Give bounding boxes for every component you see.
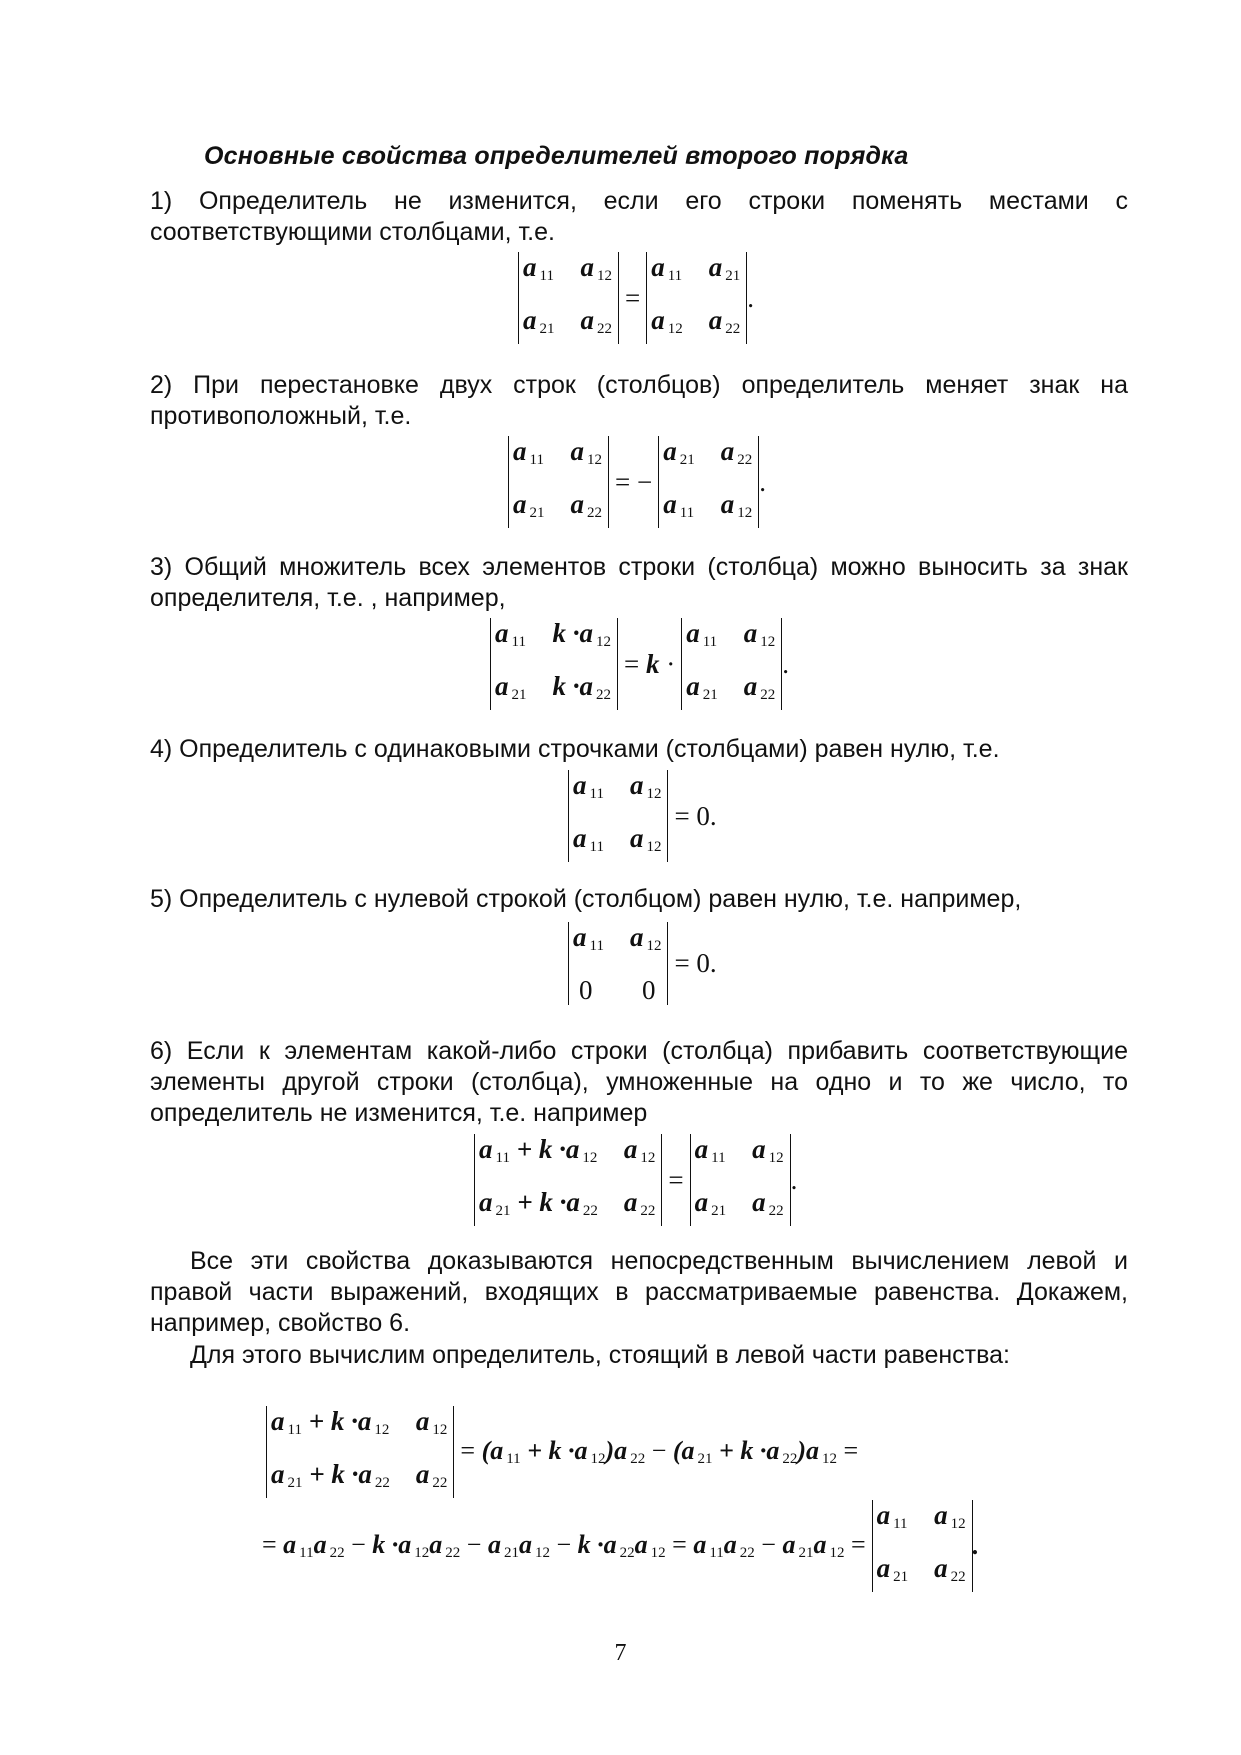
section-heading: Основные свойства определителей второго порядка [204, 142, 909, 170]
period: . [747, 282, 754, 313]
proof-line-2 [262, 1500, 979, 1592]
period: . [790, 1164, 798, 1195]
proof-intro-paragraph: Для этого вычислим определитель, стоящий в левой части равенства: [190, 1341, 1010, 1369]
page-number: 7 [614, 1640, 627, 1666]
property-2-text: 2) При перестановке двух строк (столбцов) определитель меняет знак на противоположный, т.е. [150, 371, 1128, 430]
determinant: a 11 a 12 a 21 a 22 [681, 618, 782, 710]
property-3-equation [490, 618, 789, 710]
determinant: a 11 a 12 a 21 a 22 [872, 1500, 973, 1592]
property-1-equation [518, 252, 754, 344]
determinant-swapped: a 21 a 22 a 11 a 12 [658, 436, 759, 528]
property-2-equation [508, 436, 766, 528]
determinant-combined-column: a 11 + k ·a 12 a 12 a 21 + k ·a 22 a 22 [474, 1134, 662, 1226]
property-6-equation [474, 1134, 797, 1226]
property-1-text: 1) Определитель не изменится, если его строки поменять местами с соответствующими столбцами, т.е. [150, 187, 1128, 246]
determinant-transposed: a 11 a 21 a 12 a 22 [646, 252, 747, 344]
period: . [759, 466, 766, 497]
property-6-text: 6) Если к элементам какой-либо строки (столбца) прибавить соответствующие элементы другой строки (столбца), умноженные на одно и то же число, то определитель не изменится, т.е. например [150, 1037, 1128, 1127]
determinant: a 11 a 12 a 21 a 22 [518, 252, 619, 344]
conclusion-paragraph: Все эти свойства доказываются непосредственным вычислением левой и правой части выражений, входящих в рассматриваемые равенства. Докажем, например, свойство 6. [150, 1247, 1128, 1337]
period: . [782, 648, 789, 679]
determinant-with-factor: a 11 k ·a 12 a 21 k ·a 22 [490, 618, 618, 710]
property-3-text: 3) Общий множитель всех элементов строки (столбца) можно выносить за знак определителя, т.е. , например, [150, 553, 1128, 612]
equals-zero: = 0. [674, 800, 717, 831]
determinant-equal-rows: a 11 a 12 a 11 a 12 [568, 770, 668, 862]
property-5-text: 5) Определитель с нулевой строкой (столбцом) равен нулю, т.е. например, [150, 885, 1022, 913]
determinant-combined-column: a 11 + k ·a 12 a 12 a 21 + k ·a 22 a 22 [266, 1406, 454, 1498]
expansion-2: = a 11a 22 − k ·a 12a 22 − a 21a 12 − k ·a 22a 12 = a 11a 22 − a 21a 12 = [262, 1530, 866, 1561]
property-4-text: 4) Определитель с одинаковыми строчками (столбцами) равен нулю, т.е. [150, 735, 1000, 763]
proof-line-1 [266, 1406, 864, 1498]
equals-sign: = [668, 1164, 684, 1195]
determinant: a 11 a 12 a 21 a 22 [508, 436, 609, 528]
equals-k-factor: = k · [624, 648, 676, 679]
determinant: a 11 a 12 a 21 a 22 [690, 1134, 791, 1226]
equals-zero: = 0. [674, 948, 717, 978]
property-5-equation [568, 922, 723, 1005]
period: . [972, 1531, 980, 1560]
determinant-zero-row: a 11 a 12 0 0 [568, 922, 668, 1005]
property-4-equation [568, 770, 723, 862]
equals-minus-sign: = − [615, 466, 653, 497]
equals-sign: = [625, 282, 641, 313]
expansion-1: = (a 11 + k ·a 12)a 22 − (a 21 + k ·a 22)a 12 = [460, 1436, 859, 1467]
